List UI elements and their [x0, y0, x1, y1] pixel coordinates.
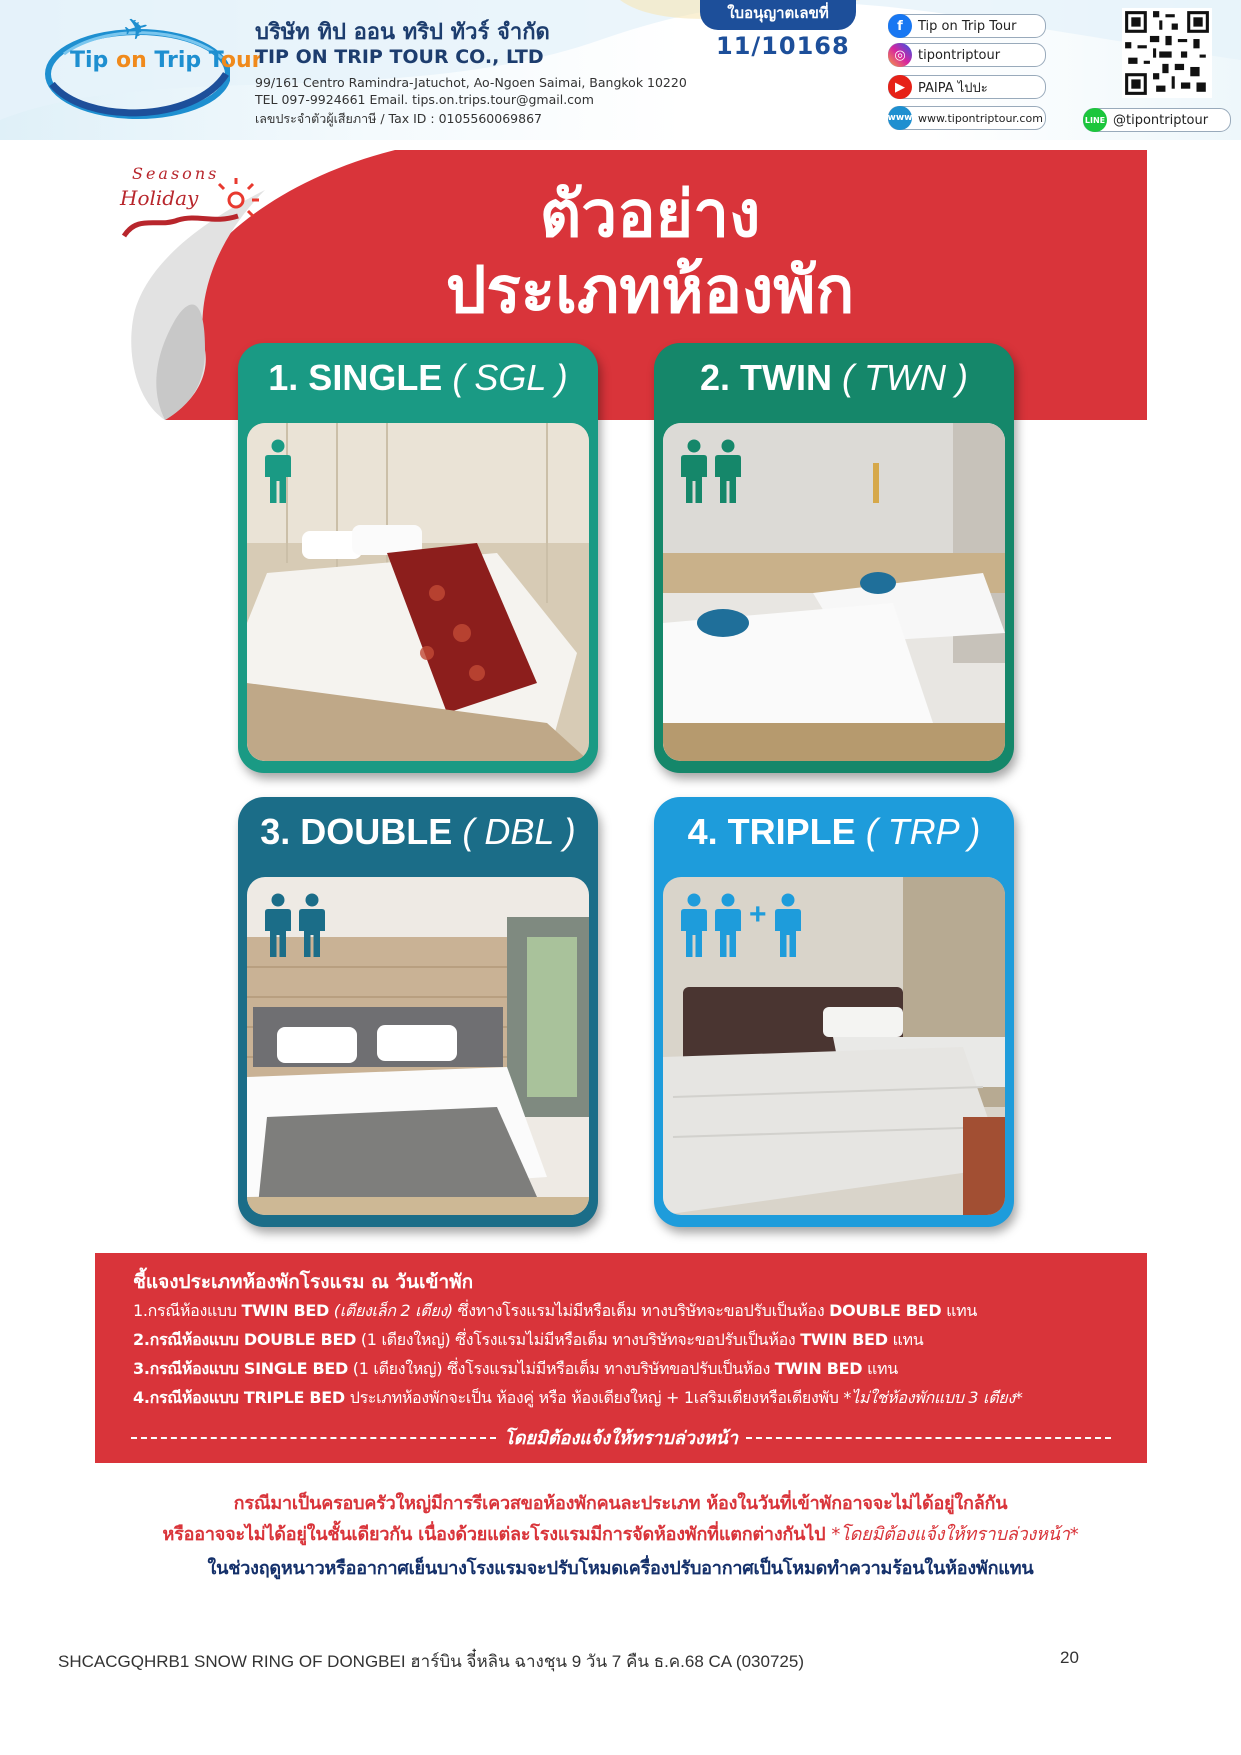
family-room-note-line-2: หรืออาจจะไม่ได้อยู่ในชั้นเดียวกัน เนื่องด้วยแต่ละโรงแรมมีการจัดห้องพักที่แตกต่างกันไป *โดยมิต้องแจ้งให้ทราบล่วงหน้า* — [162, 1524, 1079, 1545]
room-card-double — [238, 797, 598, 1227]
qr-code — [1122, 8, 1212, 98]
person-icon — [773, 893, 803, 959]
instagram-link[interactable]: ◎ tipontriptour — [888, 43, 1046, 67]
occupancy-icons — [679, 439, 743, 505]
facebook-link[interactable]: f Tip on Trip Tour — [888, 14, 1046, 38]
room-card-title: 1. SINGLE ( SGL ) — [268, 357, 568, 398]
license-label: ใบอนุญาตเลขที่ — [700, 0, 856, 30]
person-icon — [679, 439, 709, 505]
policy-item-4: 4.กรณีห้องแบบ TRIPLE BED ประเภทห้องพักจะเป็น ห้องคู่ หรือ ห้องเตียงใหญ่ + 1เสริมเตียงหรือเตียงพับ *ไม่ใช่ห้องพักแบบ 3 เตียง* — [133, 1388, 1023, 1407]
room-card-single — [238, 343, 598, 773]
plus-icon: + — [749, 898, 767, 931]
person-icon — [679, 893, 709, 959]
page-number: 20 — [1060, 1648, 1079, 1667]
person-icon — [713, 439, 743, 505]
globe-icon: www — [888, 106, 912, 130]
logo-wordmark: Tip on Trip Tour — [70, 48, 263, 73]
company-contact: TEL 097-9924661 Email. tips.on.trips.tour@gmail.com — [255, 92, 594, 107]
room-card-title: 3. DOUBLE ( DBL ) — [260, 811, 576, 852]
room-card-title: 4. TRIPLE ( TRP ) — [687, 811, 981, 852]
triple-room-photo — [663, 877, 1005, 1215]
room-card-twin — [654, 343, 1014, 773]
policy-item-2: 2.กรณีห้องแบบ DOUBLE BED (1 เตียงใหญ่) ซึ่งโรงแรมไม่มีหรือเต็ม ทางบริษัทจะขอปรับเป็นห้อง TWIN BED แทน — [133, 1330, 924, 1349]
letterhead — [0, 0, 1241, 140]
youtube-icon: ▶ — [888, 75, 912, 99]
divider-text: โดยมิต้องแจ้งให้ทราบล่วงหน้า — [504, 1428, 738, 1449]
instagram-icon: ◎ — [888, 43, 912, 67]
winter-heating-note: ในช่วงฤดูหนาวหรืออากาศเย็นบางโรงแรมจะปรับโหมดเครื่องปรับอากาศเป็นโหมดทำความร้อนในห้องพักแทน — [207, 1558, 1034, 1579]
single-room-photo — [247, 423, 589, 761]
policy-divider — [131, 1423, 1111, 1452]
line-icon: LINE — [1083, 108, 1107, 132]
room-card-title: 2. TWIN ( TWN ) — [700, 357, 968, 398]
twin-room-photo — [663, 423, 1005, 761]
company-address: 99/161 Centro Ramindra-Jatuchot, Ao-Ngoen Saimai, Bangkok 10220 — [255, 75, 687, 90]
person-icon — [263, 893, 293, 959]
person-icon — [297, 893, 327, 959]
document-footer: SHCACGQHRB1 SNOW RING OF DONGBEI ฮาร์บิน จี๋หลิน ฉางชุน 9 วัน 7 คืน ธ.ค.68 CA (030725) — [58, 1652, 804, 1671]
poster-title: ตัวอย่าง ประเภทห้องพัก — [445, 178, 855, 328]
company-name-thai: บริษัท ทิป ออน ทริป ทัวร์ จำกัด — [255, 20, 550, 45]
occupancy-icons — [679, 893, 803, 959]
company-name-english: TIP ON TRIP TOUR CO., LTD — [255, 46, 544, 68]
occupancy-icons — [263, 893, 327, 959]
person-icon — [713, 893, 743, 959]
occupancy-icons — [263, 439, 293, 505]
policy-heading: ชี้แจงประเภทห้องพักโรงแรม ณ วันเข้าพัก — [133, 1271, 474, 1293]
double-room-photo — [247, 877, 589, 1215]
company-tax-id: เลขประจำตัวผู้เสียภาษี / Tax ID : 0105560069867 — [255, 111, 542, 126]
policy-item-3: 3.กรณีห้องแบบ SINGLE BED (1 เตียงใหญ่) ซึ่งโรงแรมไม่มีหรือเต็ม ทางบริษัทขอปรับเป็นห้อง TWIN BED แทน — [133, 1359, 898, 1378]
family-room-note-line-1: กรณีมาเป็นครอบครัวใหญ่มีการรีเควสขอห้องพักคนละประเภท ห้องในวันที่เข้าพักอาจจะไม่ได้อยู่ใกล้กัน — [233, 1493, 1008, 1514]
room-card-triple — [654, 797, 1014, 1227]
license-number: 11/10168 — [716, 32, 850, 60]
youtube-link[interactable]: ▶ PAIPA ไปปะ — [888, 75, 1046, 99]
website-link[interactable]: www www.tipontriptour.com — [888, 106, 1046, 130]
airplane-icon: ✈ — [119, 9, 154, 50]
policy-item-1: 1.กรณีห้องแบบ TWIN BED (เตียงเล็ก 2 เตียง) ซึ่งทางโรงแรมไม่มีหรือเต็ม ทางบริษัทจะขอปรับเป็นห้อง DOUBLE BED แทน — [133, 1301, 977, 1320]
person-icon — [263, 439, 293, 505]
line-link[interactable]: LINE @tipontriptour — [1083, 108, 1231, 132]
seasons-holiday-logo: Seasons Holiday — [118, 164, 278, 244]
room-policy-box — [95, 1253, 1147, 1463]
facebook-icon: f — [888, 14, 912, 38]
